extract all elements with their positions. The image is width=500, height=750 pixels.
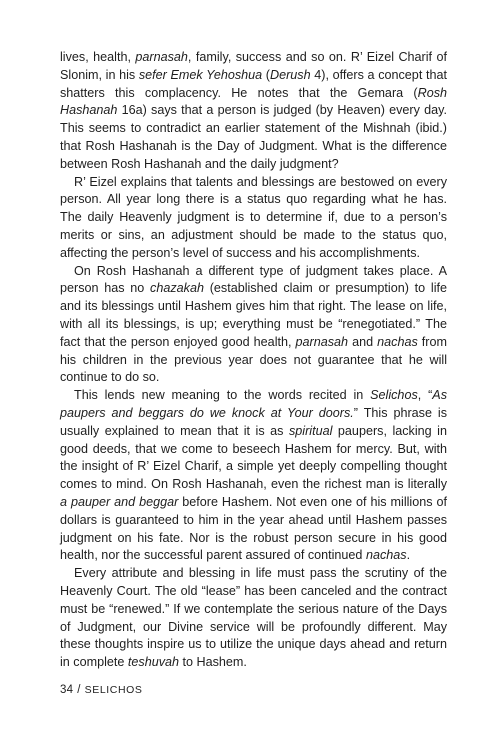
text-run: ( [262, 67, 271, 82]
body-paragraph [60, 174, 447, 263]
italic-text: spiritual [289, 423, 333, 438]
text-run: paupers, lacking in good deeds, that we come to beseech Hashem for mercy. But, with the insight of R’ Eizel Charif, a simple yet deeply compelling thought comes to mind. On Rosh Hashanah, even the richest man is literally [60, 423, 447, 492]
italic-text: teshuvah [127, 655, 180, 670]
running-title: SELICHOS [84, 684, 143, 696]
page-footer [60, 684, 143, 696]
text-run: Every attribute and blessing in life must pass the scrutiny of the Heavenly Court. The old “lease” has been canceled and the contract must be “renewed.” If we contemplate the serious nature of the Days of Judgment, our Divine service will be profoundly different. May these thoughts inspire us to utilize the unique days ahead and return in complete [60, 566, 447, 670]
page-body [60, 49, 447, 672]
italic-text: parnasah [135, 50, 188, 64]
page-number: 34 [60, 684, 74, 696]
text-run: . [406, 548, 411, 563]
italic-text: Derush [270, 67, 311, 82]
italic-text: nachas [377, 334, 418, 349]
body-paragraph [60, 387, 447, 565]
text-run: This lends new meaning to the words recited in [74, 388, 371, 403]
italic-text: a pauper and beggar [60, 494, 179, 509]
body-paragraph [60, 565, 447, 672]
text-run: lives, health, [60, 50, 136, 64]
text-run: On Rosh Hashanah a different type of judgment takes place. A person has no [60, 263, 447, 296]
text-run: R’ Eizel explains that talents and blessings are bestowed on every person. All year long there is a status quo regarding what he has. The daily Heavenly judgment is to determine if, due to a person’s merits or sins, an adjustment should be made to the status quo, affecting the person’s level of success and his accomplishments. [60, 174, 447, 260]
text-run: to Hashem. [179, 655, 247, 670]
footer-separator: / [77, 684, 81, 696]
italic-text: parnasah [295, 334, 349, 349]
text-run: and [348, 334, 378, 349]
text-run: , family, success and so on. R’ Eizel Charif of Slonim, in his [60, 50, 447, 82]
italic-text: As paupers and beggars do we knock at Your doors. [60, 388, 447, 420]
text-run: ” This phrase is usually explained to mean that it is as [60, 405, 447, 438]
text-run: from his children in the previous year does not guarantee that he will continue to do so. [60, 334, 447, 385]
italic-text: sefer Emek Yehoshua [138, 67, 263, 82]
italic-text: Rosh Hashanah [60, 85, 447, 118]
text-run: before Hashem. Not even one of his millions of dollars is guaranteed to him in the year ahead until Hashem passes judgment on his fate. Nor is the robust person secure in his good health, nor the successful parent assured of continued [60, 494, 447, 563]
text-run: (established claim or presumption) to life and its blessings until Hashem gives him that right. The lease on life, with all its blessings, is up; everything must be “renegotiated.” The fact that the person enjoyed good health, [60, 281, 447, 349]
body-paragraph [60, 49, 447, 174]
text-run: , “ [417, 388, 433, 403]
text-run: 4), offers a concept that shatters this complacency. He notes that the Gemara ( [60, 67, 447, 100]
text-run: 16a) says that a person is judged (by Heaven) every day. This seems to contradict an earlier statement of the Mishnah (ibid.) that Rosh Hashanah is the Day of Judgment. What is the difference between Rosh Hashanah and the daily judgment? [60, 103, 447, 171]
italic-text: nachas [365, 548, 407, 563]
body-paragraph [60, 263, 447, 388]
italic-text: chazakah [150, 281, 204, 296]
italic-text: Selichos [370, 388, 418, 403]
